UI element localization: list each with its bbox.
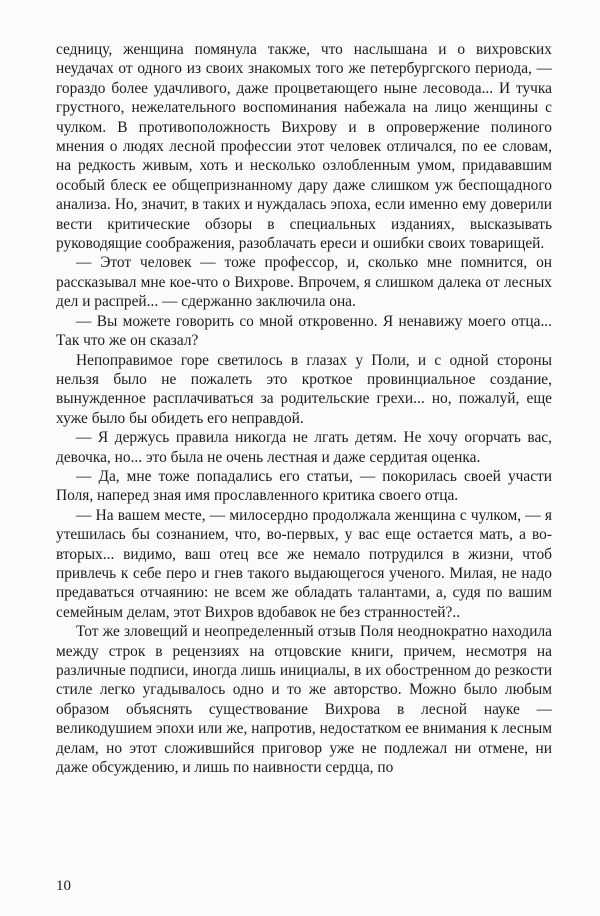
paragraph-1: седницу, женщина помянула также, что наслышана и о вихровских неудачах от одного из своих знакомых того же петербургского периода, — гораздо более удачливого, даже процветающего ныне лесовода... И тучка грустного, нежелательного воспоминания набежала на лицо женщины с чулком. В противоположность Вихрову и в опровержение полиного мнения о людях лесной профессии этот человек отличался, по ее словам, на редкость живым, хоть и несколько озлобленным умом, придававшим особый блеск ее общепризнанному дару даже слишком уж беспощадного анализа. Но, значит, в таких и нуждалась эпоха, если именно ему доверили вести критические обзоры в специальных изданиях, высказывать руководящие соображения, разоблачать ереси и ошибки своих товарищей. bbox=[56, 41, 552, 253]
paragraph-6: — Да, мне тоже попадались его статьи, — покорилась своей участи Поля, наперед зная имя прославленного критика своего отца. bbox=[56, 467, 552, 505]
paragraph-2: — Этот человек — тоже профессор, и, сколько мне помнится, он рассказывал мне кое-что о Вихрове. Впрочем, я слишком далека от лесных дел и распрей... — сдержанно заключила она. bbox=[56, 254, 552, 311]
page-text bbox=[56, 40, 552, 777]
paragraph-5: — Я держусь правила никогда не лгать детям. Не хочу огорчать вас, девочка, но... это была не очень лестная и даже сердитая оценка. bbox=[56, 429, 552, 466]
paragraph-7: — На вашем месте, — милосердно продолжала женщина с чулком, — я утешилась бы сознанием, что, во-первых, у вас еще остается мать, а во-вторых... видимо, ваш отец все же немало потрудился в жизни, чтоб привлечь к себе перо и гнев такого выдающегося ученого. Милая, не надо предаваться отчаянию: не всем же обладать талантами, а, судя по вашим семейным делам, этот Вихров вдобавок не без странностей?.. bbox=[56, 506, 552, 621]
page-number: 10 bbox=[56, 878, 71, 894]
paragraph-8: Тот же зловещий и неопределенный отзыв Поля неоднократно находила между строк в рецензиях на отцовские книги, причем, несмотря на различные подписи, иногда лишь инициалы, в их обостренном до резкости стиле легко угадывалось одно и то же авторство. Можно было любым образом объяснять существование Вихрова в лесной науке — великодушием эпохи или же, напротив, недостатком ее внимания к лесным делам, но этот сложившийся приговор уже не подлежал ни отмене, ни даже обсуждению, и лишь по наивности сердца, по bbox=[56, 623, 552, 777]
paragraph-3: — Вы можете говорить со мной откровенно. Я ненавижу моего отца... Так что же он сказал? bbox=[56, 312, 552, 350]
paragraph-4: Непоправимое горе светилось в глазах у Поли, и с одной стороны нельзя было не пожалеть это кроткое провинциальное создание, вынужденное расплачиваться за родительские грехи... но, пожалуй, еще хуже было бы обидеть его неправдой. bbox=[56, 351, 552, 427]
